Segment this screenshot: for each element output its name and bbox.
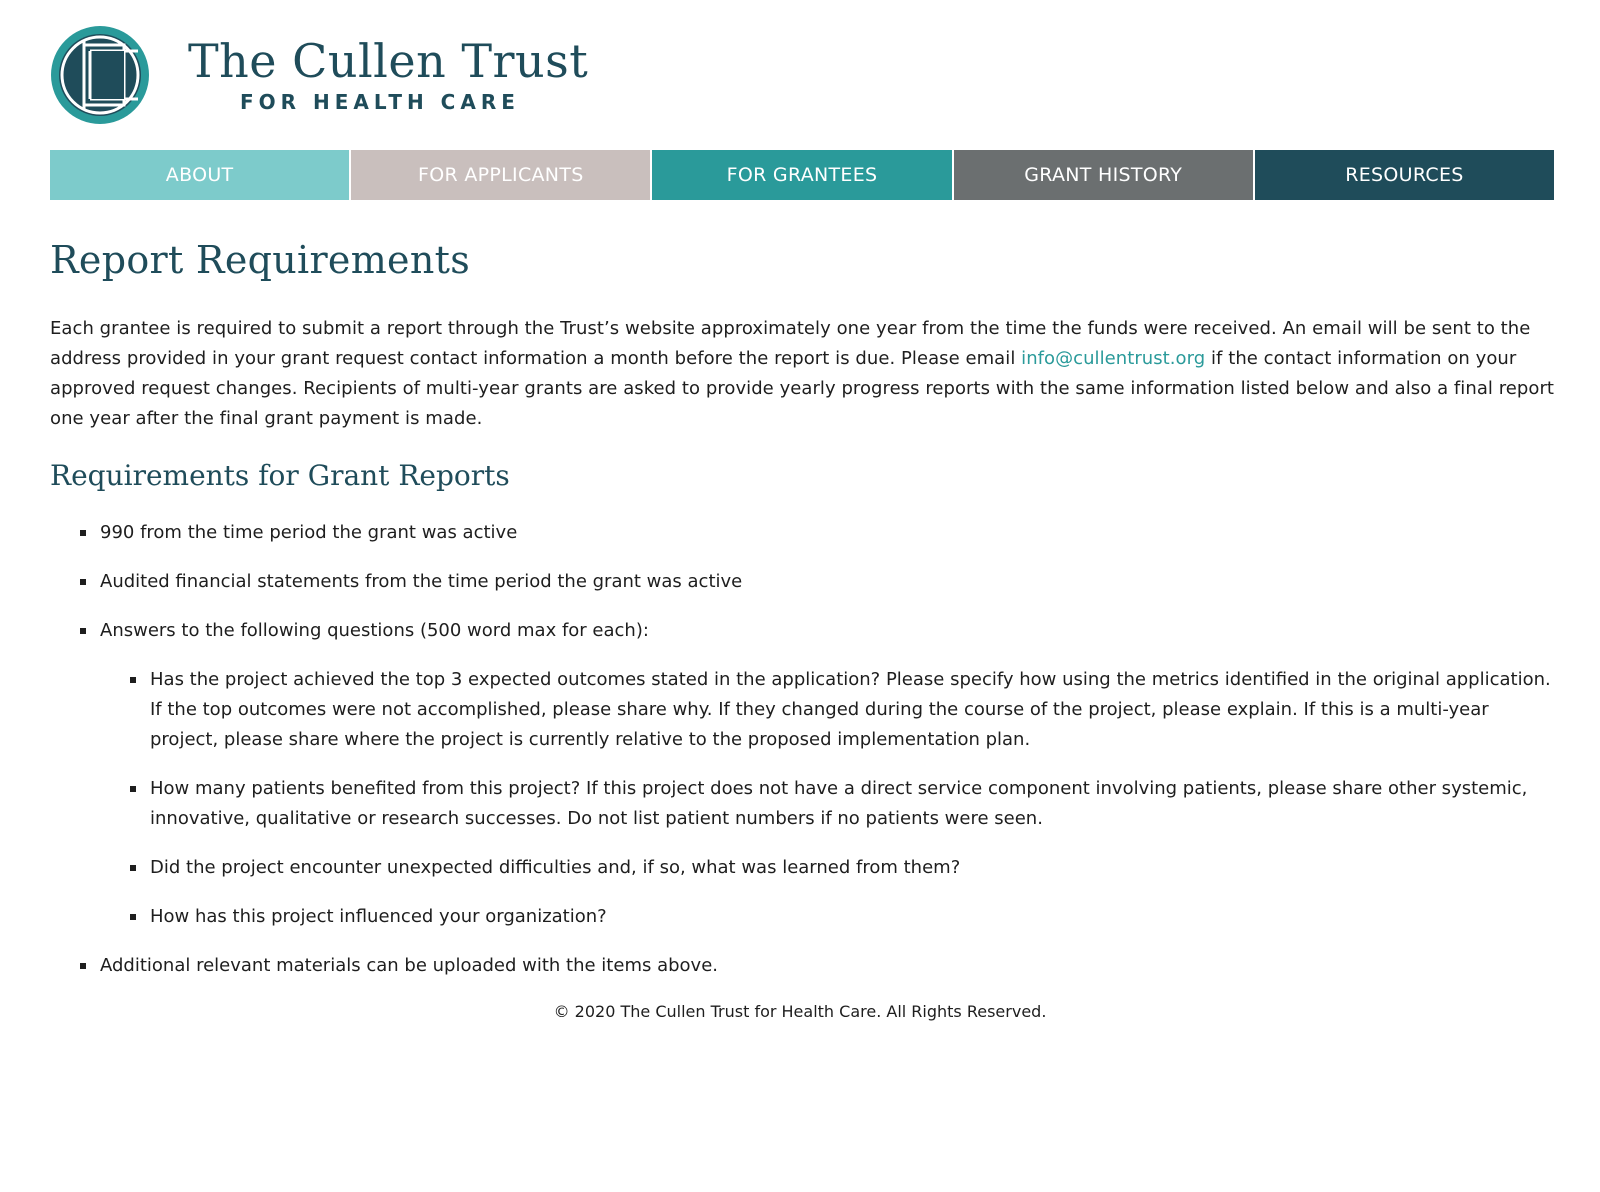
bullet-icon <box>130 865 136 871</box>
intro-paragraph <box>50 314 1560 434</box>
list-item-text: Additional relevant materials can be uploaded with the items above. <box>100 955 718 976</box>
question-text: Has the project achieved the top 3 expected outcomes stated in the application? Please specify how using the metrics identified in the original application. If the top outcomes were not accomplished, please share why. If they changed during the course of the project, please explain. If this is a multi-year project, please share where the project is currently relative to the proposed implementation plan. <box>150 669 1551 750</box>
question-text: How has this project influenced your organization? <box>150 906 607 927</box>
logo-icon[interactable] <box>50 25 150 125</box>
nav-about[interactable]: ABOUT <box>50 150 349 200</box>
question-text: Did the project encounter unexpected difficulties and, if so, what was learned from them? <box>150 857 961 878</box>
nav-for-applicants[interactable]: FOR APPLICANTS <box>351 150 650 200</box>
intro-text-before: Each grantee is required to submit a report through the Trust’s website approximately one year from the time the funds were received. An email will be sent to the address provided in your grant request contact information a month before the report is due. Please email <box>50 318 1531 369</box>
question-text: How many patients benefited from this project? If this project does not have a direct service component involving patients, please share other systemic, innovative, qualitative or research successes. Do not list patient numbers if no patients were seen. <box>150 778 1528 829</box>
bullet-icon <box>130 677 136 683</box>
footer-copyright: © 2020 The Cullen Trust for Health Care. All Rights Reserved. <box>553 1002 1047 1021</box>
list-item <box>100 951 1560 981</box>
list-item <box>100 616 1560 932</box>
nav-for-grantees[interactable]: FOR GRANTEES <box>652 150 951 200</box>
questions-list <box>100 665 1560 932</box>
logo-title: The Cullen Trust <box>188 34 589 88</box>
bullet-icon <box>80 963 86 969</box>
logo-wordmark[interactable] <box>188 33 588 115</box>
bullet-icon <box>80 530 86 536</box>
requirements-list <box>50 518 1560 981</box>
list-item-text: Answers to the following questions (500 word max for each): <box>100 620 649 641</box>
list-item-text: Audited financial statements from the time period the grant was active <box>100 571 743 592</box>
nav-grant-history[interactable]: GRANT HISTORY <box>954 150 1253 200</box>
bullet-icon <box>130 914 136 920</box>
list-item-text: 990 from the time period the grant was active <box>100 522 518 543</box>
question-item <box>150 665 1560 755</box>
page-title: Report Requirements <box>50 238 470 282</box>
main-nav <box>50 150 1554 200</box>
site-header <box>0 0 1600 150</box>
question-item <box>150 774 1560 834</box>
logo-subtitle: FOR HEALTH CARE <box>240 90 520 114</box>
nav-resources[interactable]: RESOURCES <box>1255 150 1554 200</box>
email-link[interactable]: info@cullentrust.org <box>1021 348 1206 369</box>
intro-text-after: if the contact information on your approved request changes. Recipients of multi-year grants are asked to provide yearly progress reports with the same information listed below and also a final report one year after the final grant payment is made. <box>50 348 1554 429</box>
list-item <box>100 518 1560 548</box>
bullet-icon <box>80 579 86 585</box>
question-item <box>150 902 1560 932</box>
section-title: Requirements for Grant Reports <box>50 459 510 492</box>
question-item <box>150 853 1560 883</box>
bullet-icon <box>80 628 86 634</box>
bullet-icon <box>130 786 136 792</box>
list-item <box>100 567 1560 597</box>
main-content <box>50 234 1560 1000</box>
